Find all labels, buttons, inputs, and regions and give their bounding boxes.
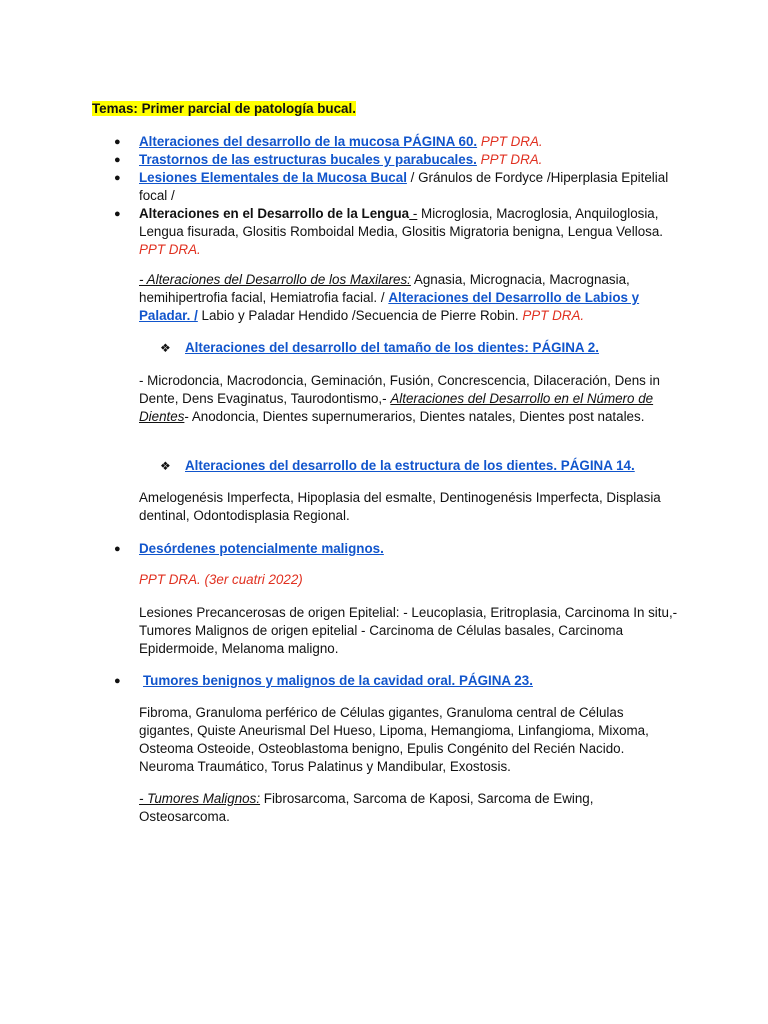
tamano-italic: Alteraciones del Desarrollo en el Número de Dientes <box>139 391 654 424</box>
maxilares-text2: Labio y Paladar Hendido /Secuencia de Pierre Robin. <box>197 308 523 323</box>
list-item <box>185 339 685 357</box>
bullet-icon: ● <box>114 675 121 687</box>
bullet-icon: ● <box>114 208 121 220</box>
list-item <box>139 151 679 169</box>
lengua-dash: - <box>409 206 418 221</box>
list-item <box>139 540 679 558</box>
tumores-link[interactable]: Tumores benignos y malignos de la cavidad oral. PÁGINA 23. <box>143 673 533 688</box>
tamano-link[interactable]: Alteraciones del desarrollo del tamaño de los dientes: PÁGINA 2. <box>185 340 599 355</box>
page-title: Temas: Primer parcial de patología bucal. <box>92 101 356 116</box>
bullet-icon: ● <box>114 136 121 148</box>
list-item <box>139 169 679 205</box>
tamano-text: - Microdoncia, Macrodoncia, Geminación, Fusión, Concrescencia, Dilaceración, Dens in Dente, Dens Evaginatus, Taurodontismo,- <box>139 373 660 406</box>
list-item <box>143 672 683 690</box>
lesiones-text: / Gránulos de Fordyce /Hiperplasia Epitelial focal / <box>139 170 669 203</box>
maxilares-label: - Alteraciones del Desarrollo de los Maxilares: <box>139 272 411 287</box>
tamano-paragraph <box>139 372 679 426</box>
malignos-text: Fibrosarcoma, Sarcoma de Kaposi, Sarcoma de Ewing, Osteosarcoma. <box>139 791 594 824</box>
ppt-note: PPT DRA. <box>480 134 543 149</box>
list-item <box>185 457 685 475</box>
estructura-dientes-paragraph: Amelogenésis Imperfecta, Hipoplasia del esmalte, Dentinogenésis Imperfecta, Displasia dentinal, Odontodisplasia Regional. <box>139 490 661 523</box>
tamano-text2: - Anodoncia, Dientes supernumerarios, Dientes natales, Dientes post natales. <box>184 409 645 424</box>
diamond-bullet-icon: ❖ <box>160 341 171 355</box>
malignos-label: - Tumores Malignos: <box>139 791 261 806</box>
lesiones-link[interactable]: Lesiones Elementales de la Mucosa Bucal <box>139 170 407 185</box>
ppt-note: PPT DRA. (3er cuatri 2022) <box>139 572 303 587</box>
maxilares-paragraph <box>139 271 679 325</box>
desordenes-link[interactable]: Desórdenes potencialmente malignos. <box>139 541 384 556</box>
bullet-icon: ● <box>114 543 121 555</box>
estructura-dientes-link[interactable]: Alteraciones del desarrollo de la estructura de los dientes. PÁGINA 14. <box>185 458 635 473</box>
tumores-malignos-paragraph <box>139 790 679 826</box>
lengua-heading: Alteraciones en el Desarrollo de la Lengua <box>139 206 410 221</box>
mucosa-link[interactable]: Alteraciones del desarrollo de la mucosa PÁGINA 60. <box>139 134 478 149</box>
estructuras-link[interactable]: Trastornos de las estructuras bucales y parabucales. <box>139 152 477 167</box>
list-item <box>139 205 679 259</box>
bullet-icon: ● <box>114 154 121 166</box>
maxilares-text: Agnasia, Micrognacia, Macrognasia, hemihipertrofia facial, Hemiatrofia facial. / <box>139 272 630 305</box>
diamond-bullet-icon: ❖ <box>160 459 171 473</box>
ppt-note: PPT DRA. <box>480 152 543 167</box>
tumores-paragraph: Fibroma, Granuloma perférico de Células gigantes, Granuloma central de Células gigantes, Quiste Aneurismal Del Hueso, Lipoma, Hemangioma, Linfangioma, Mixoma, Osteoma Osteoide, Osteoblastoma benigno, Epulis Congénito del Recién Nacido. Neuroma Traumático, Torus Palatinus y Mandibular, Exostosis. <box>139 705 649 774</box>
list-item <box>139 133 679 151</box>
ppt-note: PPT DRA. <box>522 308 585 323</box>
desordenes-paragraph: Lesiones Precancerosas de origen Epitelial: - Leucoplasia, Eritroplasia, Carcinoma In situ,- Tumores Malignos de origen epitelial - Carcinoma de Células basales, Carcinoma Epidermoide, Melanoma maligno. <box>139 605 678 656</box>
lengua-text: Microglosia, Macroglosia, Anquiloglosia, Lengua fisurada, Glositis Romboidal Media, Glositis Migratoria benigna, Lengua Vellosa. <box>139 206 664 239</box>
ppt-note: PPT DRA. <box>139 242 201 257</box>
labios-paladar-link[interactable]: Alteraciones del Desarrollo de Labios y Paladar. / <box>139 290 640 323</box>
bullet-icon: ● <box>114 172 121 184</box>
